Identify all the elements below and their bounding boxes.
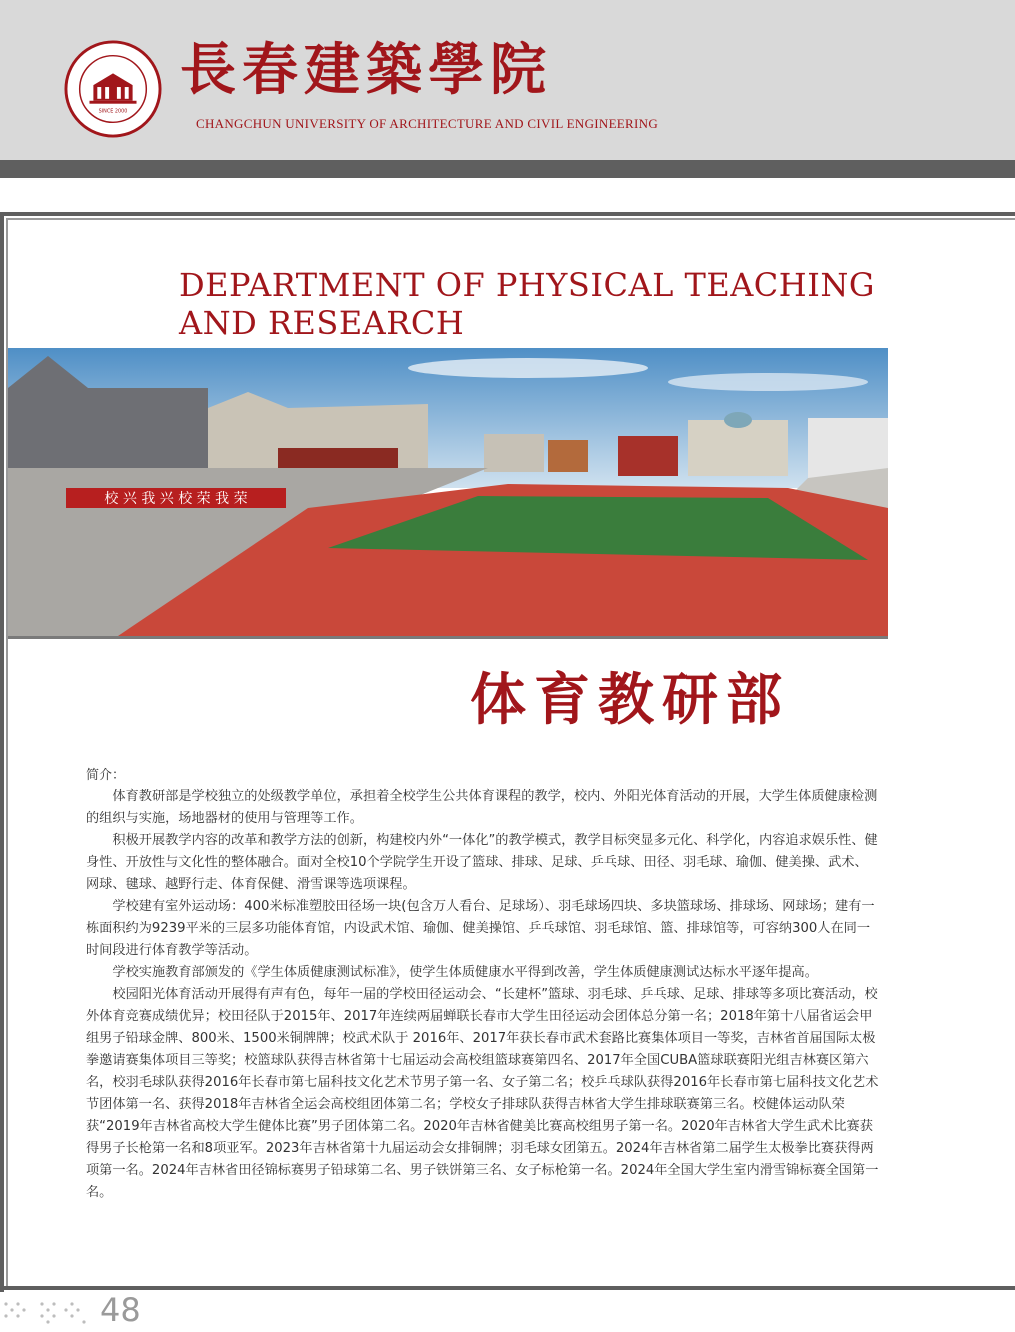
paragraph: 学校建有室外运动场：400米标准塑胶田径场一块(包含万人看台、足球场）、羽毛球场四块、多块篮球场、排球场、网球场；建有一栋面积约为9239平米的三层多功能体育馆，内设武术馆、瑜伽、健美操馆、乒乓球馆、羽毛球馆、篮、排球馆等，可容纳300人在同一时间段进行体育教学等活动。: [86, 899, 875, 958]
department-title-en: DEPARTMENT OF PHYSICAL TEACHING AND RESEARCH: [179, 266, 875, 342]
intro-label: 简介：: [86, 768, 126, 783]
paragraph: 积极开展教学内容的改革和教学方法的创新，构建校内外“一体化”的教学模式，教学目标突显多元化、科学化，内容追求娱乐性、健身性、开放性与文化性的整体融合。面对全校10个学院学生开设了篮球、排球、足球、乒乓球、田径、羽毛球、瑜伽、健美操、武术、网球、毽球、越野行走、体育保健、滑雪课等选项课程。: [86, 833, 878, 892]
paragraph: 体育教研部是学校独立的处级教学单位，承担着全校学生公共体育课程的教学，校内、外阳光体育活动的开展，大学生体质健康检测的组织与实施，场地器材的使用与管理等工作。: [86, 789, 878, 826]
intro-body: [86, 786, 880, 1204]
header-band: [0, 0, 1015, 160]
svg-text:校 兴 我 兴 校 荣 我 荣: 校 兴 我 兴 校 荣 我 荣: [104, 491, 248, 507]
department-title-cn: 体育教研部: [470, 667, 790, 733]
header-rule: [0, 160, 1015, 178]
university-name-en: CHANGCHUN UNIVERSITY OF ARCHITECTURE AND CIVIL ENGINEERING: [196, 116, 659, 131]
frame-top-inner: [6, 218, 1015, 220]
university-name-cn: 長春建築學院: [180, 37, 552, 103]
paragraph: 学校实施教育部颁发的《学生体质健康测试标准》，使学生体质健康水平得到改善，学生体质健康测试达标水平逐年提高。: [112, 965, 818, 980]
svg-text:SINCE 2000: SINCE 2000: [98, 108, 128, 115]
frame-bottom: [0, 1286, 1015, 1290]
university-seal-icon: [64, 40, 162, 138]
stadium-photo: [8, 348, 888, 636]
photo-rule: [8, 636, 888, 639]
frame-top: [0, 212, 1015, 216]
page-number: 48: [100, 1291, 141, 1329]
frame-left: [0, 212, 4, 1292]
paragraph: 校园阳光体育活动开展得有声有色，每年一届的学校田径运动会、“长建杯”篮球、羽毛球、乒乓球、足球、排球等多项比赛活动，校外体育竞赛成绩优异；校田径队于2015年、2017年连续两届蝉联长春市大学生田径运动会团体总分第一名；2018年第十八届省运会甲组男子铅球金牌、800米、1500米铜牌牌；校武术队于 2016年、2017年获长春市武术套路比赛集体项目一等奖，吉林省首届国际太极拳邀请赛集体项目三等奖；校篮球队获得吉林省第十七届运动会高校组篮球赛第四名、2017年全国CUBA篮球联赛阳光组吉林赛区第六名，校羽毛球队获得2016年长春市第七届科技文化艺术节男子第一名、女子第二名；校乒乓球队获得2016年长春市第七届科技文化艺术节团体第一名、获得2018年吉林省全运会高校组团体第二名；学校女子排球队获得吉林省大学生排球联赛第三名。校健体运动队荣获“2019年吉林省高校大学生健体比赛”男子团体第二名。2020年吉林省健美比赛高校组男子第一名。2020年吉林省大学生武术比赛获得男子长枪第一名和8项亚军。2023年吉林省第十九届运动会女排铜牌；羽毛球女团第五。2024年吉林省第二届学生太极拳比赛获得两项第一名。2024年吉林省田径锦标赛男子铅球第二名、男子铁饼第三名、女子标枪第一名。2024年全国大学生室内滑雪锦标赛全国第一名。: [86, 987, 879, 1200]
decorative-dots-icon: [2, 1298, 92, 1328]
